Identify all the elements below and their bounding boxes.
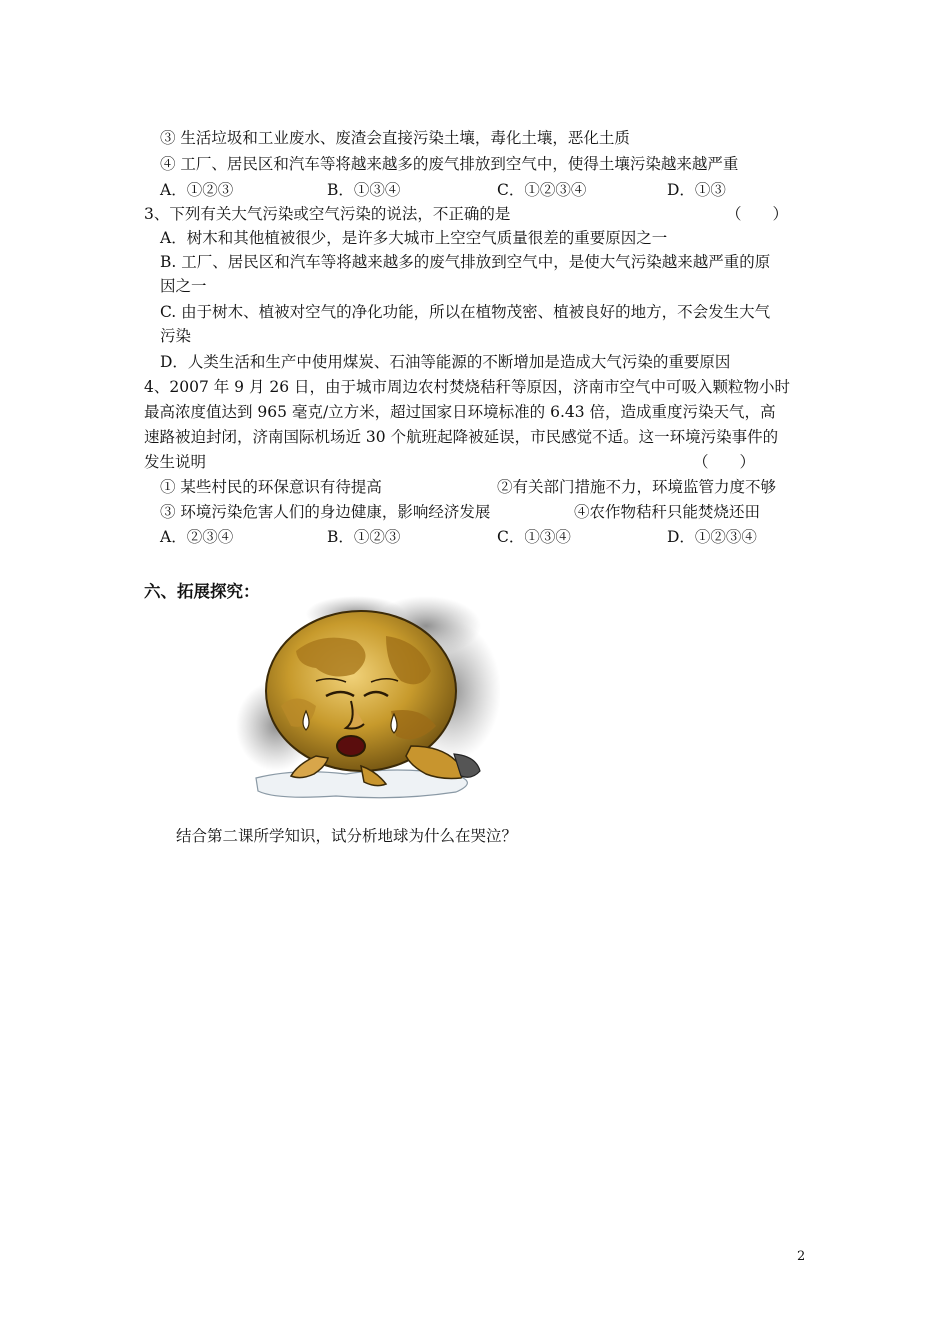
q3-option-c-line2: 污染 — [160, 327, 192, 345]
q2-option-a: A．①②③ — [160, 181, 234, 199]
q2-option-b: B．①③④ — [327, 181, 401, 199]
section-6-heading: 六、拓展探究： — [144, 582, 260, 601]
q4-option-a: A．②③④ — [160, 528, 234, 546]
q4-statement-4: ④农作物秸秆只能焚烧还田 — [574, 503, 761, 521]
q4-option-d: D．①②③④ — [667, 528, 757, 546]
page-number: 2 — [797, 1249, 806, 1264]
section-6-question: 结合第二课所学知识，试分析地球为什么在哭泣？ — [176, 827, 518, 845]
q4-stem-line2: 最高浓度值达到 965 毫克/立方米，超过国家日环境标准的 6.43 倍，造成重度污染天气，高 — [144, 403, 776, 421]
q4-answer-blank: （ ） — [693, 453, 756, 471]
q4-stem-line4: 发生说明 — [144, 453, 207, 471]
q3-option-a: A．树木和其他植被很少，是许多大城市上空空气质量很差的重要原因之一 — [160, 229, 668, 247]
q4-statement-3: ③ 环境污染危害人们的身边健康，影响经济发展 — [160, 503, 491, 521]
q3-option-c-line1: C. 由于树木、植被对空气的净化功能，所以在植物茂密、植被良好的地方，不会发生大气 — [160, 303, 771, 321]
q4-statement-1: ① 某些村民的环保意识有待提高 — [160, 478, 382, 496]
crying-earth-illustration — [236, 596, 500, 806]
q3-option-b-line2: 因之一 — [160, 277, 207, 295]
q3-option-b-line1: B. 工厂、居民区和汽车等将越来越多的废气排放到空气中，是使大气污染越来越严重的原 — [160, 253, 771, 271]
q2-item-4: ④ 工厂、居民区和汽车等将越来越多的废气排放到空气中，使得土壤污染越来越严重 — [160, 155, 739, 173]
q3-stem: 3、下列有关大气污染或空气污染的说法，不正确的是 — [144, 205, 511, 223]
q4-option-c: C．①③④ — [497, 528, 571, 546]
q3-option-d: D．人类生活和生产中使用煤炭、石油等能源的不断增加是造成大气污染的重要原因 — [160, 353, 731, 371]
q3-answer-blank: （ ） — [726, 205, 789, 223]
q4-stem-line1: 4、2007 年 9 月 26 日，由于城市周边农村焚烧秸秆等原因，济南市空气中可吸入颗粒物小时 — [144, 378, 791, 396]
mouth — [337, 736, 365, 756]
q2-option-c: C．①②③④ — [497, 181, 587, 199]
q4-stem-line3: 速路被迫封闭，济南国际机场近 30 个航班起降被延误，市民感觉不适。这一环境污染事件的 — [144, 428, 779, 446]
q2-item-3: ③ 生活垃圾和工业废水、废渣会直接污染土壤，毒化土壤，恶化土质 — [160, 129, 630, 147]
q4-statement-2: ②有关部门措施不力，环境监管力度不够 — [497, 478, 777, 496]
q4-option-b: B．①②③ — [327, 528, 401, 546]
q2-option-d: D．①③ — [667, 181, 726, 199]
